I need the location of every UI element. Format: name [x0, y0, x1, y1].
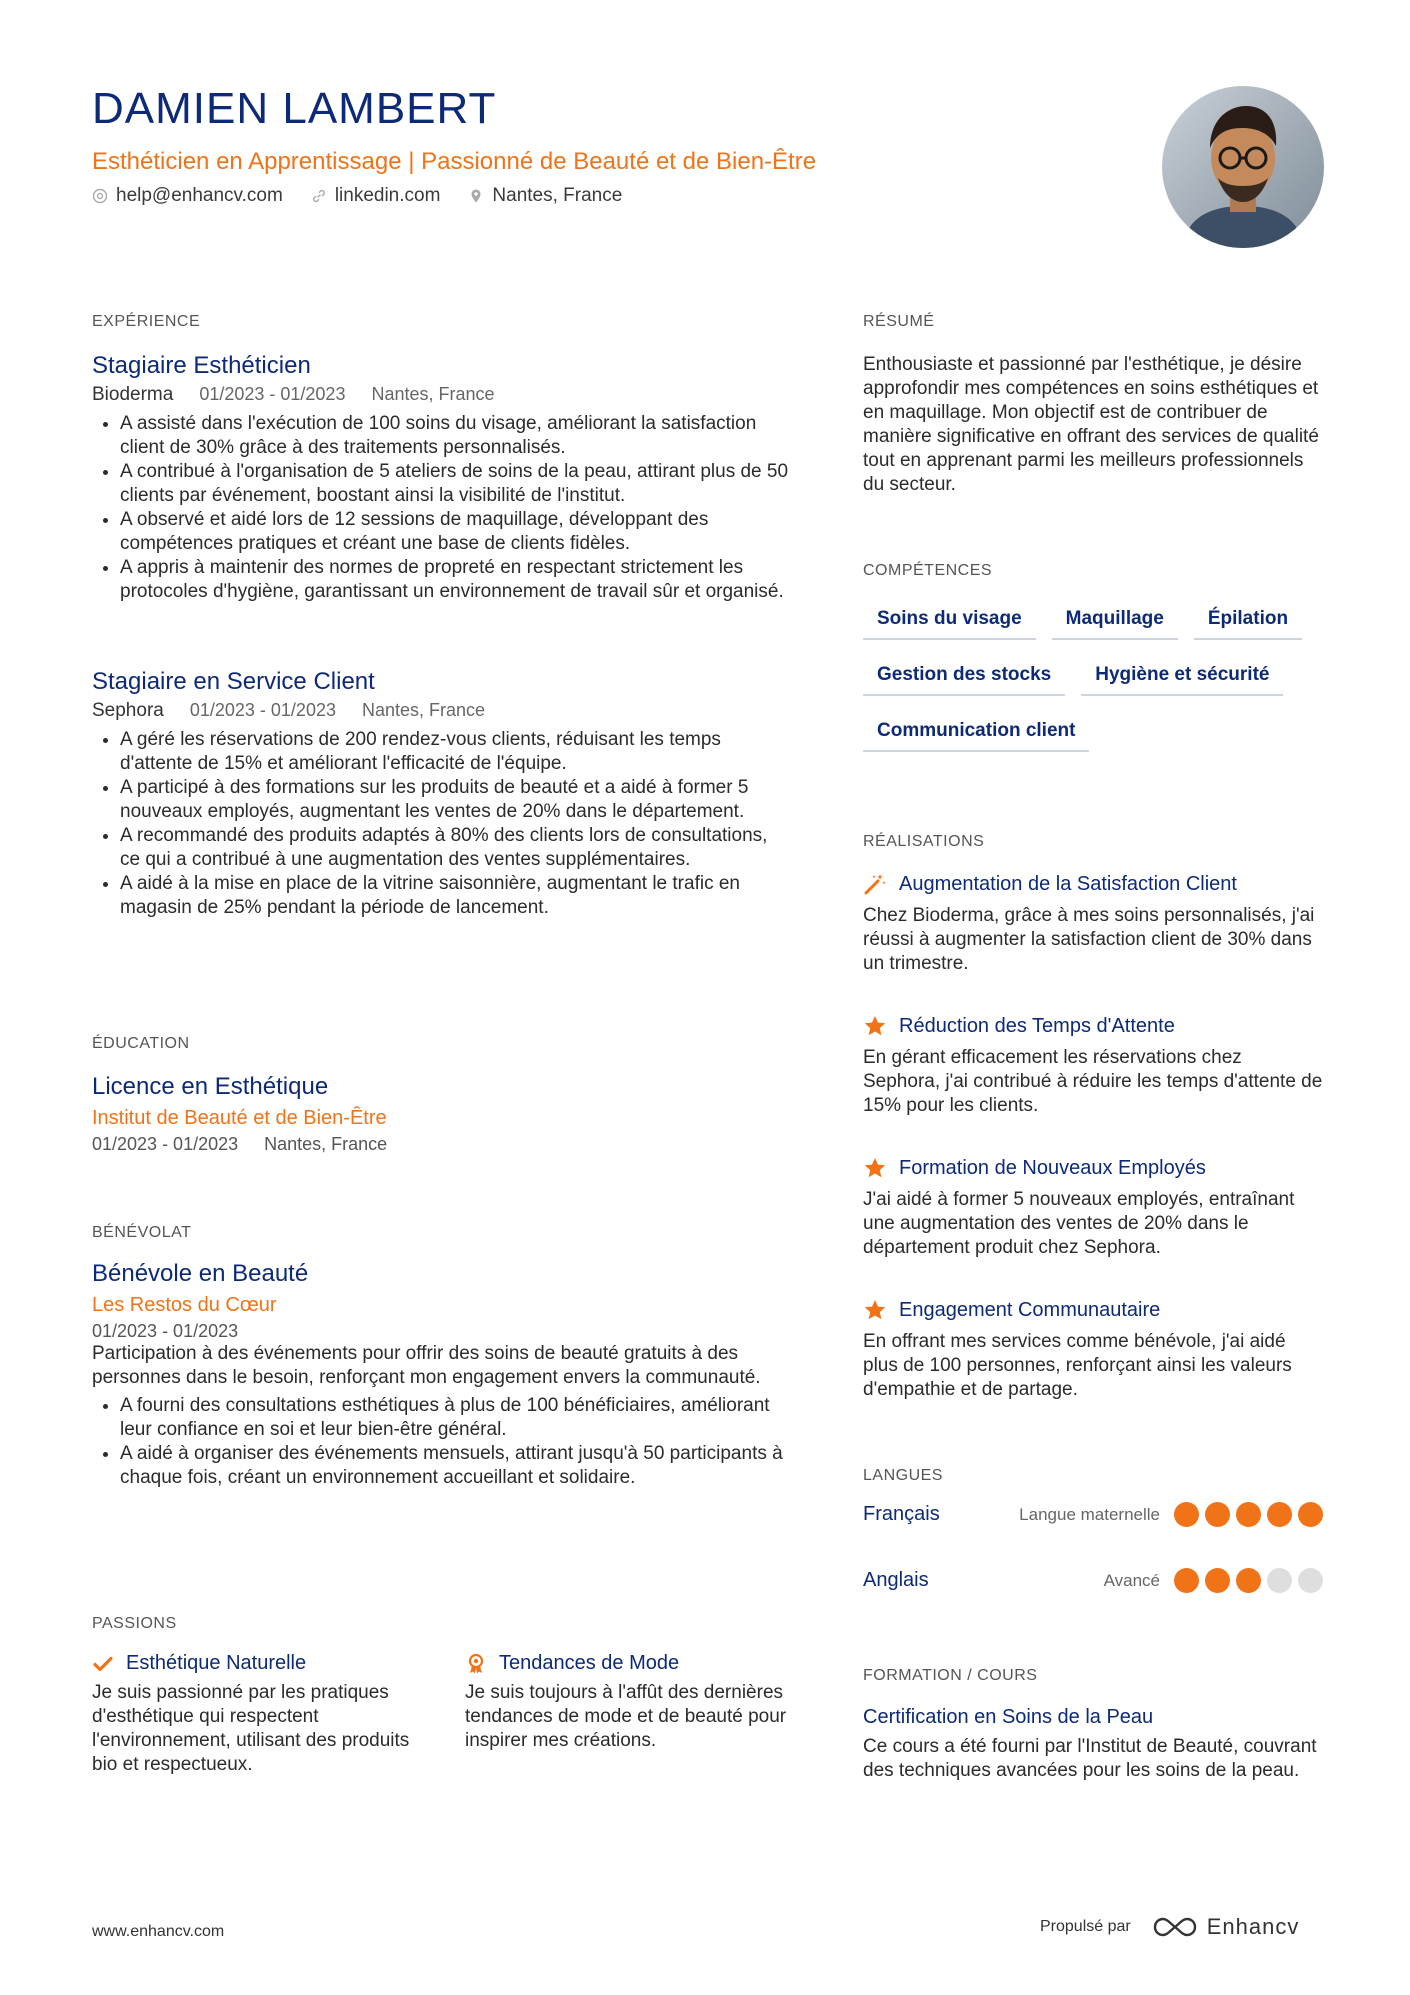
passion-title: Esthétique Naturelle	[126, 1652, 307, 1674]
job-bullet: • A géré les réservations de 200 rendez-vous clients, réduisant les temps d'attente de 15% et améliorant l'efficacité de l'équipe.	[120, 728, 792, 776]
at-icon	[92, 188, 108, 204]
job-entry	[92, 668, 792, 920]
candidate-name: DAMIEN LAMBERT	[92, 84, 497, 133]
checkmark-icon	[92, 1653, 114, 1675]
language-name: Anglais	[863, 1569, 929, 1591]
ribbon-icon	[465, 1653, 487, 1675]
education-meta	[92, 1134, 792, 1155]
language-name: Français	[863, 1503, 940, 1525]
skill-tag: Maquillage	[1052, 602, 1178, 640]
skill-tag: Soins du visage	[863, 602, 1036, 640]
achievement-item	[863, 872, 1323, 976]
experience-section-title: EXPÉRIENCE	[92, 313, 201, 330]
job-title: Stagiaire Esthéticien	[92, 352, 311, 379]
passions-section-title: PASSIONS	[92, 1615, 177, 1632]
volunteer-section-title: BÉNÉVOLAT	[92, 1224, 192, 1241]
rating-dot	[1236, 1568, 1261, 1593]
rating-dot	[1174, 1502, 1199, 1527]
language-row	[863, 1502, 1323, 1527]
rating-dot	[1236, 1502, 1261, 1527]
contact-location	[468, 185, 622, 207]
star-icon	[863, 1156, 887, 1180]
volunteer-dates: 01/2023 - 01/2023	[92, 1321, 239, 1341]
passion-title: Tendances de Mode	[499, 1652, 680, 1674]
achievement-text: J'ai aidé à former 5 nouveaux employés, entraînant une augmentation des ventes de 20% dans le département produit chez Sephora.	[863, 1189, 1295, 1258]
job-location: Nantes, France	[371, 384, 495, 404]
contact-linkedin[interactable]	[311, 185, 441, 207]
skill-tag: Gestion des stocks	[863, 658, 1065, 696]
star-icon	[863, 1298, 887, 1322]
achievements-section-title: RÉALISATIONS	[863, 833, 985, 850]
achievement-title: Réduction des Temps d'Attente	[899, 1014, 1175, 1037]
job-bullet: • A assisté dans l'exécution de 100 soins du visage, améliorant la satisfaction client de 30% grâce à des traitements personnalisés.	[120, 412, 792, 460]
job-bullets	[92, 728, 792, 920]
job-company: Sephora	[92, 700, 164, 721]
candidate-subtitle: Esthéticien en Apprentissage | Passionné de Beauté et de Bien-Être	[92, 148, 817, 175]
job-dates: 01/2023 - 01/2023	[189, 700, 336, 720]
rating-dot	[1205, 1568, 1230, 1593]
job-meta	[92, 700, 792, 722]
location-text: Nantes, France	[492, 185, 623, 206]
education-location: Nantes, France	[264, 1134, 388, 1154]
rating-dot	[1267, 1568, 1292, 1593]
achievement-text: En gérant efficacement les réservations chez Sephora, j'ai contribué à réduire les temps d'attente de 15% pour les clients.	[863, 1047, 1323, 1116]
brand-name: Enhancv	[1206, 1914, 1300, 1939]
degree-title: Licence en Esthétique	[92, 1073, 329, 1100]
enhancv-logo-icon	[1151, 1914, 1199, 1940]
education-entry	[92, 1073, 792, 1155]
volunteer-bullets	[92, 1394, 792, 1490]
language-rating	[1174, 1568, 1323, 1593]
skills-section-title: COMPÉTENCES	[863, 562, 993, 579]
job-title: Stagiaire en Service Client	[92, 668, 375, 695]
education-section-title: ÉDUCATION	[92, 1035, 190, 1052]
volunteer-bullet: • A fourni des consultations esthétiques à plus de 100 bénéficiaires, améliorant leur confiance en soi et leur bien-être général.	[120, 1394, 792, 1442]
passion-text: Je suis passionné par les pratiques d'esthétique qui respectent l'environnement, utilisant des produits bio et respectueux.	[92, 1682, 410, 1775]
profile-photo	[1162, 86, 1324, 248]
summary-text: Enthousiaste et passionné par l'esthétique, je désire approfondir mes compétences en soins esthétiques et en maquillage. Mon objectif est de contribuer de manière significative en offrant des services de qualité tout en apprenant parmi les meilleurs professionnels du secteur.	[863, 354, 1319, 495]
course-title: Certification en Soins de la Peau	[863, 1706, 1154, 1728]
magic-wand-icon	[863, 872, 887, 896]
achievement-item	[863, 1156, 1323, 1260]
location-pin-icon	[468, 188, 484, 204]
language-level: Langue maternelle	[1019, 1504, 1160, 1524]
rating-dot	[1298, 1502, 1323, 1527]
passion-item	[92, 1652, 422, 1777]
contact-email[interactable]	[92, 185, 283, 207]
achievement-item	[863, 1298, 1323, 1402]
job-bullet: • A contribué à l'organisation de 5 ateliers de soins de la peau, attirant plus de 50 clients par événement, boostant ainsi la visibilité de l'institut.	[120, 460, 792, 508]
language-row	[863, 1568, 1323, 1593]
rating-dot	[1205, 1502, 1230, 1527]
passion-item	[465, 1652, 795, 1753]
summary-section-title: RÉSUMÉ	[863, 313, 935, 330]
volunteer-bullet: • A aidé à organiser des événements mensuels, attirant jusqu'à 50 participants à chaque fois, créant un environnement accueillant et solidaire.	[120, 1442, 792, 1490]
footer-branding	[1040, 1914, 1299, 1940]
achievement-title: Engagement Communautaire	[899, 1298, 1161, 1321]
job-dates: 01/2023 - 01/2023	[199, 384, 346, 404]
volunteer-org: Les Restos du Cœur	[92, 1294, 277, 1316]
language-rating	[1174, 1502, 1323, 1527]
achievement-text: En offrant mes services comme bénévole, j'ai aidé plus de 100 personnes, renforçant ainsi les valeurs d'empathie et de partage.	[863, 1331, 1292, 1400]
achievement-title: Augmentation de la Satisfaction Client	[899, 872, 1237, 895]
skills-list	[863, 602, 1323, 752]
star-icon	[863, 1014, 887, 1038]
language-level: Avancé	[1103, 1570, 1160, 1590]
course-text: Ce cours a été fourni par l'Institut de Beauté, couvrant des techniques avancées pour les soins de la peau.	[863, 1736, 1317, 1781]
enhancv-logo[interactable]	[1151, 1914, 1300, 1940]
job-company: Bioderma	[92, 384, 174, 405]
job-bullets	[92, 412, 792, 604]
volunteer-entry	[92, 1260, 792, 1490]
volunteer-title: Bénévole en Beauté	[92, 1260, 309, 1287]
skill-tag: Communication client	[863, 714, 1089, 752]
rating-dot	[1267, 1502, 1292, 1527]
volunteer-description: Participation à des événements pour offrir des soins de beauté gratuits à des personnes dans le besoin, renforçant mon engagement envers la communauté.	[92, 1343, 761, 1388]
powered-by-text: Propulsé par	[1040, 1918, 1131, 1935]
job-location: Nantes, France	[361, 700, 486, 720]
achievement-item	[863, 1014, 1323, 1118]
job-entry	[92, 352, 792, 604]
passion-text: Je suis toujours à l'affût des dernières tendances de mode et de beauté pour inspirer mes créations.	[465, 1682, 787, 1751]
job-bullet: • A recommandé des produits adaptés à 80% des clients lors de consultations, ce qui a contribué à une augmentation des ventes supplémentaires.	[120, 824, 792, 872]
school-name: Institut de Beauté et de Bien-Être	[92, 1107, 387, 1129]
job-bullet: • A observé et aidé lors de 12 sessions de maquillage, développant des compétences pratiques et créant une base de clients fidèles.	[120, 508, 792, 556]
course-item	[863, 1706, 1323, 1783]
rating-dot	[1298, 1568, 1323, 1593]
contact-bar	[92, 185, 622, 207]
achievement-title: Formation de Nouveaux Employés	[899, 1156, 1206, 1179]
languages-section-title: LANGUES	[863, 1467, 943, 1484]
achievement-text: Chez Bioderma, grâce à mes soins personnalisés, j'ai réussi à augmenter la satisfaction client de 30% dans un trimestre.	[863, 905, 1315, 974]
link-icon	[311, 188, 327, 204]
email-text: help@enhancv.com	[116, 185, 283, 206]
rating-dot	[1174, 1568, 1199, 1593]
courses-section-title: FORMATION / COURS	[863, 1667, 1038, 1684]
job-meta	[92, 384, 792, 406]
job-bullet: • A appris à maintenir des normes de propreté en respectant strictement les protocoles d'hygiène, garantissant un environnement de travail sûr et organisé.	[120, 556, 792, 604]
job-bullet: • A aidé à la mise en place de la vitrine saisonnière, augmentant le trafic en magasin de 25% pendant la période de lancement.	[120, 872, 792, 920]
linkedin-text: linkedin.com	[334, 185, 441, 206]
skill-tag: Hygiène et sécurité	[1081, 658, 1283, 696]
education-dates: 01/2023 - 01/2023	[92, 1134, 239, 1154]
skill-tag: Épilation	[1194, 602, 1302, 640]
job-bullet: • A participé à des formations sur les produits de beauté et a aidé à former 5 nouveaux employés, augmentant les ventes de 20% dans le département.	[120, 776, 792, 824]
footer-website[interactable]: www.enhancv.com	[92, 1923, 225, 1940]
